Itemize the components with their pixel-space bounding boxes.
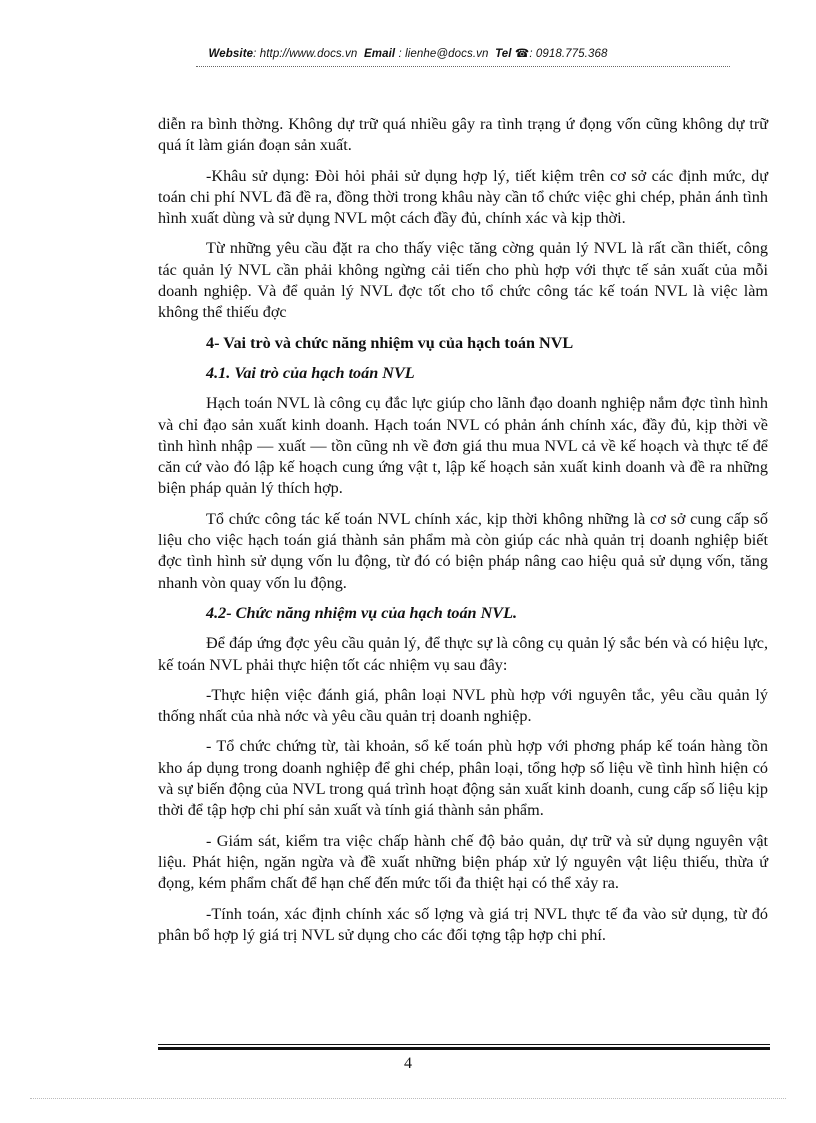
section-heading: 4- Vai trò và chức năng nhiệm vụ của hạch toán NVL [206,333,574,352]
paragraph: -Tính toán, xác định chính xác số lợng và giá trị NVL thực tế đa vào sử dụng, từ đó phân bổ hợp lý giá trị NVL sử dụng cho các đối tợng tập hợp chi phí. [158,904,768,944]
email-label: Email [364,48,396,60]
document-body [158,114,768,955]
paragraph: -Khâu sử dụng: Đòi hỏi phải sử dụng hợp lý, tiết kiệm trên cơ sở các định mức, dự toán chi phí NVL đã đề ra, đồng thời trong khâu này cần tổ chức việc ghi chép, phản ánh tình hình xuất dùng và sử dụng NVL một cách đầy đủ, chính xác và kịp thời. [158,166,768,228]
phone-icon: ☎ [514,48,530,60]
subsection-heading: 4.2- Chức năng nhiệm vụ của hạch toán NVL. [206,603,518,622]
paragraph: Để đáp ứng đợc yêu cầu quản lý, để thực sự là công cụ quản lý sắc bén và có hiệu lực, kế toán NVL phải thực hiện tốt các nhiệm vụ sau đây: [158,634,768,674]
page-number: 4 [404,1055,412,1072]
header-divider [196,66,730,67]
footer-divider-thick [158,1047,770,1050]
subsection-heading: 4.1. Vai trò của hạch toán NVL [206,363,415,382]
website-label: Website [208,48,254,60]
bottom-dotted-line [30,1098,786,1099]
footer-divider-thin [158,1044,770,1045]
paragraph: - Tổ chức chứng từ, tài khoản, sổ kế toán phù hợp với phơng pháp kế toán hàng tồn kho áp dụng trong doanh nghiệp để ghi chép, phân loại, tổng hợp số liệu về tình hình hiện có và sự biến động của NVL trong quá trình hoạt động sản xuất kinh doanh, cung cấp số liệu kịp thời để tập hợp chi phí sản xuất và tính giá thành sản phẩm. [158,737,768,820]
tel-value: : 0918.775.368 [529,48,608,60]
paragraph: Hạch toán NVL là công cụ đắc lực giúp cho lãnh đạo doanh nghiệp nắm đợc tình hình và chỉ đạo sản xuất kinh doanh. Hạch toán NVL có phản ánh chính xác, đầy đủ, kịp thời về tình hình nhập — xuất — tồn cũng nh về đơn giá thu mua NVL cả về kế hoạch và thực tế để căn cứ vào đó lập kế hoạch cung ứng vật t, lập kế hoạch sản xuất kinh doanh và đề ra những biện pháp quản lý thích hợp. [158,394,768,498]
paragraph: Tổ chức công tác kế toán NVL chính xác, kịp thời không những là cơ sở cung cấp số liệu cho việc hạch toán giá thành sản phẩm mà còn giúp các nhà quản trị doanh nghiệp biết đợc tình hình sử dụng vốn lu động, từ đó có biện pháp nâng cao hiệu quả sử dụng vốn, tăng nhanh vòn quay vốn lu động. [158,509,768,592]
email-value: : lienhe@docs.vn [398,48,489,60]
paragraph: Từ những yêu cầu đặt ra cho thấy việc tăng cờng quản lý NVL là rất cần thiết, công tác quản lý NVL cần phải không ngừng cải tiến cho phù hợp với thực tế sản xuất của mỗi doanh nghiệp. Và để quản lý NVL đợc tốt cho tổ chức công tác kế toán NVL là việc làm không thể thiếu đợc [158,239,768,322]
paragraph: diễn ra bình thờng. Không dự trữ quá nhiều gây ra tình trạng ứ đọng vốn cũng không dự trữ quá ít làm gián đoạn sản xuất. [158,115,768,155]
paragraph: - Giám sát, kiểm tra việc chấp hành chế độ bảo quản, dự trữ và sử dụng nguyên vật liệu. Phát hiện, ngăn ngừa và đề xuất những biện pháp xử lý nguyên vật liệu thiếu, thừa ứ đọng, kém phẩm chất để hạn chế đến mức tối đa thiệt hại có thể xảy ra. [158,831,768,893]
website-value: : http://www.docs.vn [253,48,358,60]
tel-label: Tel [495,48,512,60]
page-header [0,46,816,60]
paragraph: -Thực hiện việc đánh giá, phân loại NVL phù hợp với nguyên tắc, yêu cầu quản lý thống nhất của nhà nớc và yêu cầu quản trị doanh nghiệp. [158,685,768,726]
